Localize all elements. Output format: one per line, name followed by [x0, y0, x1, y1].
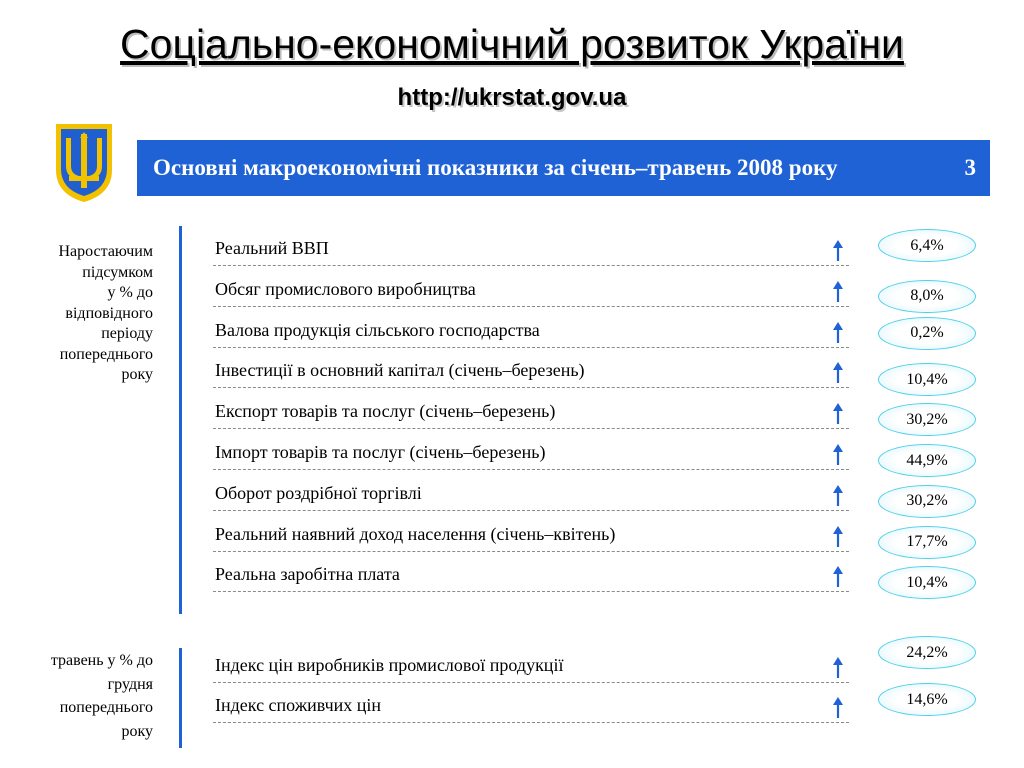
indicator-value-badge: [878, 363, 976, 396]
up-arrow-icon: [831, 566, 845, 588]
indicator-row: [213, 308, 849, 348]
indicator-value: 10,4%: [906, 573, 948, 591]
coat-of-arms-icon: [52, 120, 116, 204]
indicator-value: 24,2%: [906, 643, 948, 661]
indicator-label: Оборот роздрібної торгівлі: [215, 482, 422, 503]
up-arrow-icon: [831, 444, 845, 466]
indicator-value: 14,6%: [906, 690, 948, 708]
indicator-label: Інвестиції в основний капітал (січень–березень): [215, 360, 585, 381]
indicator-value: 30,2%: [906, 410, 948, 428]
page-title: Соціально-економічний розвиток України: [120, 21, 904, 67]
indicator-value: 0,2%: [910, 324, 944, 342]
label-line: у % до: [107, 284, 153, 301]
indicator-value-badge: [878, 485, 976, 518]
indicator-value-badge: [878, 683, 976, 716]
indicator-value-badge: [878, 636, 976, 669]
label-line: попереднього: [59, 699, 153, 716]
label-line: підсумком: [82, 263, 153, 281]
section1-divider: [179, 226, 182, 614]
indicator-row: [213, 643, 849, 683]
indicator-label: Індекс споживчих цін: [215, 695, 382, 715]
label-line: відповідного: [65, 304, 153, 322]
section2-label: [0, 649, 153, 743]
indicator-row: [213, 683, 849, 723]
indicator-value-badge: [878, 566, 976, 599]
label-line: року: [121, 366, 153, 383]
indicator-label: Імпорт товарів та послуг (січень–березень): [215, 442, 546, 462]
indicator-value: 8,0%: [910, 287, 944, 305]
source-url[interactable]: http://ukrstat.gov.ua: [397, 84, 627, 111]
indicator-value-badge: [878, 403, 976, 436]
indicator-value-badge: [878, 444, 976, 477]
indicator-row: [213, 348, 849, 388]
indicator-value-badge: [878, 280, 976, 313]
indicator-row: [213, 512, 849, 552]
up-arrow-icon: [831, 240, 845, 262]
label-line: року: [121, 722, 153, 740]
indicator-value-badge: [878, 229, 976, 262]
indicator-value-badge: [878, 317, 976, 350]
indicator-label: Експорт товарів та послуг (січень–березень): [215, 401, 556, 422]
indicator-value: 6,4%: [910, 236, 944, 254]
label-line: попереднього: [59, 345, 153, 363]
banner-title: Основні макроекономічні показники за січень–травень 2008 року: [153, 155, 838, 180]
indicator-value: 44,9%: [906, 451, 948, 469]
indicator-value: 30,2%: [906, 492, 948, 510]
up-arrow-icon: [831, 485, 845, 507]
indicator-label: Обсяг промислового виробництва: [215, 278, 476, 299]
indicator-value: 10,4%: [906, 370, 948, 388]
section1-label: [0, 242, 153, 386]
up-arrow-icon: [831, 526, 845, 548]
indicator-label: Реальний наявний доход населення (січень–квітень): [215, 523, 616, 544]
label-line: травень у % до: [50, 652, 153, 669]
section-banner: [137, 140, 990, 196]
label-line: грудня: [107, 675, 153, 693]
indicator-label: Валова продукція сільського господарства: [215, 319, 540, 340]
indicator-value: 17,7%: [906, 533, 948, 551]
indicator-label: Реальний ВВП: [215, 238, 329, 258]
section2-divider: [179, 648, 182, 748]
indicator-label: Індекс цін виробників промислової продукції: [215, 655, 564, 675]
up-arrow-icon: [831, 322, 845, 344]
up-arrow-icon: [831, 281, 845, 303]
page-number: 3: [964, 155, 976, 180]
indicator-row: [213, 226, 849, 266]
up-arrow-icon: [831, 657, 845, 679]
up-arrow-icon: [831, 403, 845, 425]
indicator-row: [213, 430, 849, 470]
indicator-row: [213, 471, 849, 511]
up-arrow-icon: [831, 362, 845, 384]
indicator-value-badge: [878, 526, 976, 559]
indicator-row: [213, 552, 849, 592]
label-line: Наростаючим: [58, 243, 153, 260]
indicator-row: [213, 267, 849, 307]
label-line: періоду: [101, 325, 153, 342]
up-arrow-icon: [831, 697, 845, 719]
indicator-label: Реальна заробітна плата: [215, 564, 400, 585]
indicator-row: [213, 389, 849, 429]
